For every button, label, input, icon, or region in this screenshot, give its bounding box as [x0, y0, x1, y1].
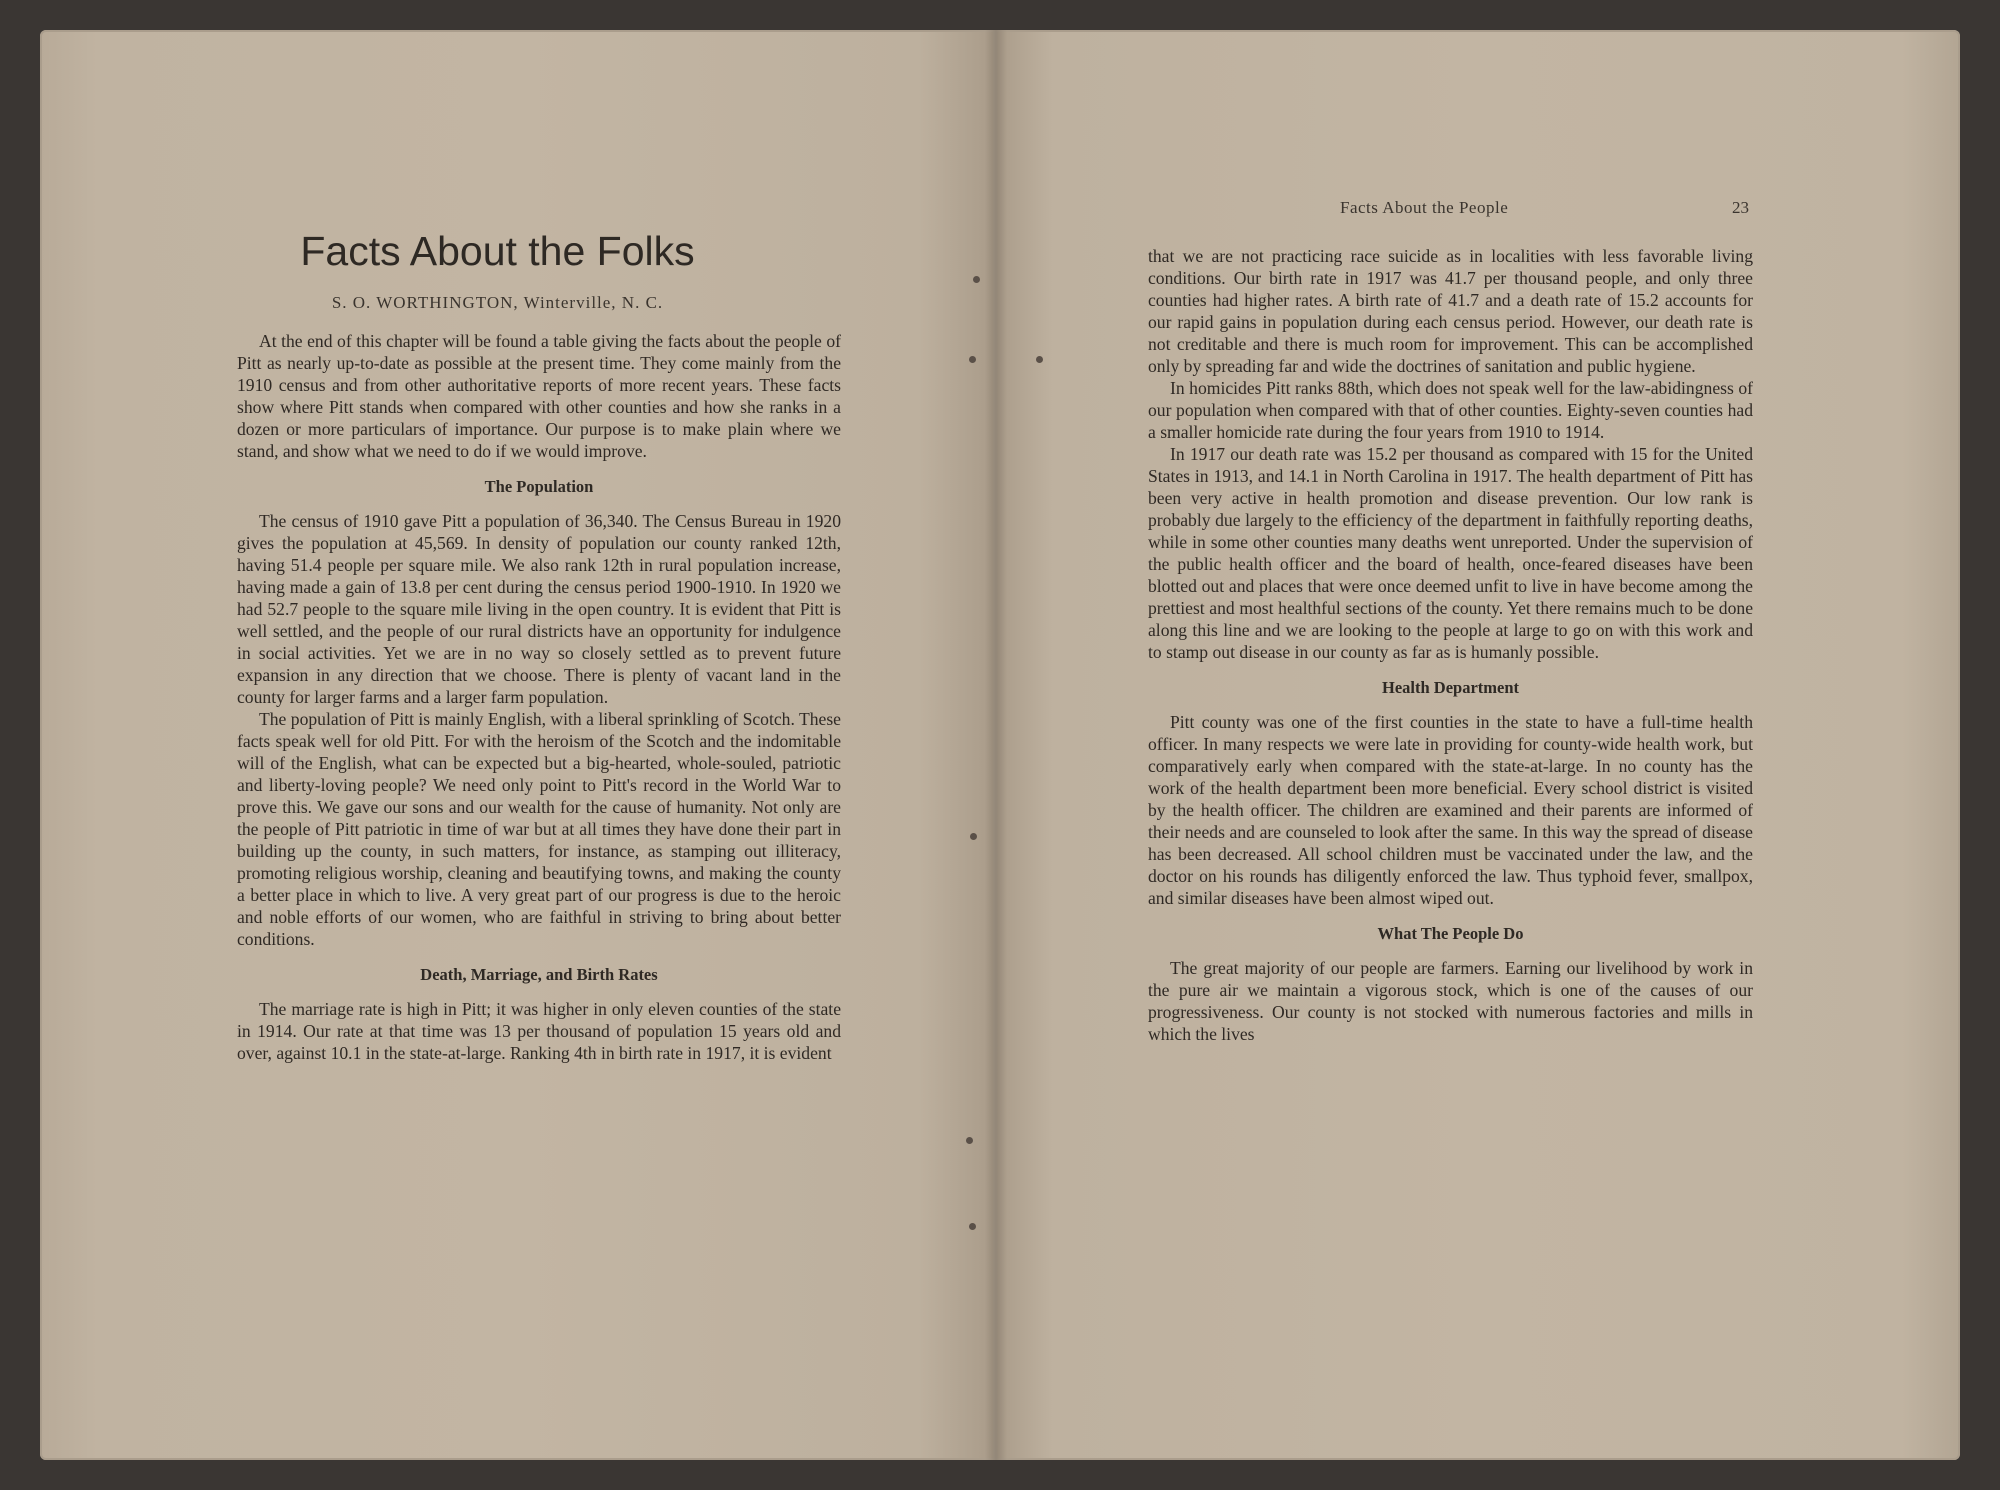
section-heading-people-do: What The People Do	[1377, 924, 1524, 943]
rates-paragraph-1: The marriage rate is high in Pitt; it was higher in only eleven counties of the state in 1914. Our rate at that time was 13 per thousand of population 15 years old and over, against 10.1 in the state-at-large. Ranking 4th in birth rate in 1917, it is evident	[237, 999, 841, 1063]
homicide-paragraph: In homicides Pitt ranks 88th, which does not speak well for the law-abidingness of our population when compared with that of other counties. Eighty-seven counties had a smaller homicide rate during the four years from 1910 to 1914.	[1148, 378, 1753, 442]
death-rate-paragraph: In 1917 our death rate was 15.2 per thousand as compared with 15 for the United States in 1913, and 14.1 in North Carolina in 1917. The health department of Pitt has been very active in health promotion and disease prevention. Our low rank is probably due largely to the efficiency of the department in faithfully reporting deaths, while in some other counties many deaths went unreported. Under the supervision of the public health officer and the board of health, once-feared diseases have been blotted out and places that were once deemed unfit to live in have become among the prettiest and most healthful sections of the county. Yet there remains much to be done along this line and we are looking to the people at large to go on with this work and to stamp out disease in our county as far as is humanly possible.	[1148, 444, 1753, 662]
stitch-mark	[1036, 356, 1043, 363]
right-page-body	[1148, 245, 1753, 1045]
people-do-paragraph: The great majority of our people are farmers. Earning our livelihood by work in the pure air we maintain a vigorous stock, which is one of the causes of our progressiveness. Our county is not stocked with numerous factories and mills in which the lives	[1148, 958, 1753, 1044]
stitch-mark	[969, 356, 976, 363]
population-paragraph-1: The census of 1910 gave Pitt a population of 36,340. The Census Bureau in 1920 gives the population at 45,569. In density of population our county ranked 12th, having 51.4 people per square mile. We also rank 12th in rural population increase, having made a gain of 13.8 per cent during the census period 1900-1910. In 1920 we had 52.7 people to the square mile living in the open country. It is evident that Pitt is well settled, and the people of our rural districts have an opportunity for indulgence in social activities. Yet we are in no way so closely settled as to prevent future expansion in any direction that we choose. There is plenty of vacant land in the county for larger farms and a larger farm population.	[237, 511, 841, 707]
book-gutter	[985, 30, 1007, 1460]
section-heading-rates: Death, Marriage, and Birth Rates	[420, 965, 658, 984]
intro-paragraph: At the end of this chapter will be found a table giving the facts about the people of Pitt as nearly up-to-date as possible at the present time. They come mainly from the 1910 census and from other authoritative reports of more recent years. These facts show where Pitt stands when compared with other counties and how she ranks in a dozen or more particulars of importance. Our purpose is to make plain where we stand, and show what we need to do if we would improve.	[237, 331, 841, 461]
stitch-mark	[973, 276, 980, 283]
stitch-mark	[970, 833, 977, 840]
stitch-mark	[966, 1137, 973, 1144]
continued-paragraph: that we are not practicing race suicide as in localities with less favorable living conditions. Our birth rate in 1917 was 41.7 per thousand people, and only three counties had higher rates. A birth rate of 41.7 and a death rate of 15.2 accounts for our rapid gains in population during each census period. However, our death rate is not creditable and there is much room for improvement. This can be accomplished only by spreading far and wide the doctrines of sanitation and public hygiene.	[1148, 246, 1753, 376]
page-number: 23	[1732, 198, 1749, 217]
stitch-mark	[969, 1223, 976, 1230]
running-head: Facts About the People	[1340, 198, 1509, 217]
author-line: S. O. WORTHINGTON, Winterville, N. C.	[331, 293, 664, 312]
section-heading-health: Health Department	[1381, 678, 1519, 697]
chapter-title: Facts About the Folks	[300, 228, 695, 274]
section-heading-population: The Population	[484, 477, 594, 496]
health-paragraph: Pitt county was one of the first counties in the state to have a full-time health officer. In many respects we were late in providing for county-wide health work, but comparatively early when compared with the state-at-large. In no county has the work of the health department been more beneficial. Every school district is visited by the health officer. The children are examined and their parents are informed of their needs and are counseled to look after the same. In this way the spread of disease has been decreased. All school children must be vaccinated under the law, and the doctor on his rounds has diligently enforced the law. Thus typhoid fever, smallpox, and similar diseases have been almost wiped out.	[1148, 712, 1753, 908]
left-page-body	[237, 330, 841, 1064]
population-paragraph-2: The population of Pitt is mainly English, with a liberal sprinkling of Scotch. These facts speak well for old Pitt. For with the heroism of the Scotch and the indomitable will of the English, what can be expected but a big-hearted, whole-souled, patriotic and liberty-loving people? We need only point to Pitt's record in the World War to prove this. We gave our sons and our wealth for the cause of humanity. Not only are the people of Pitt patriotic in time of war but at all times they have done their part in building up the county, in such matters, for instance, as stamping out illiteracy, promoting religious worship, cleaning and beautifying towns, and making the county a better place in which to live. A very great part of our progress is due to the heroic and noble efforts of our women, who are faithful in striving to bring about better conditions.	[237, 709, 841, 949]
